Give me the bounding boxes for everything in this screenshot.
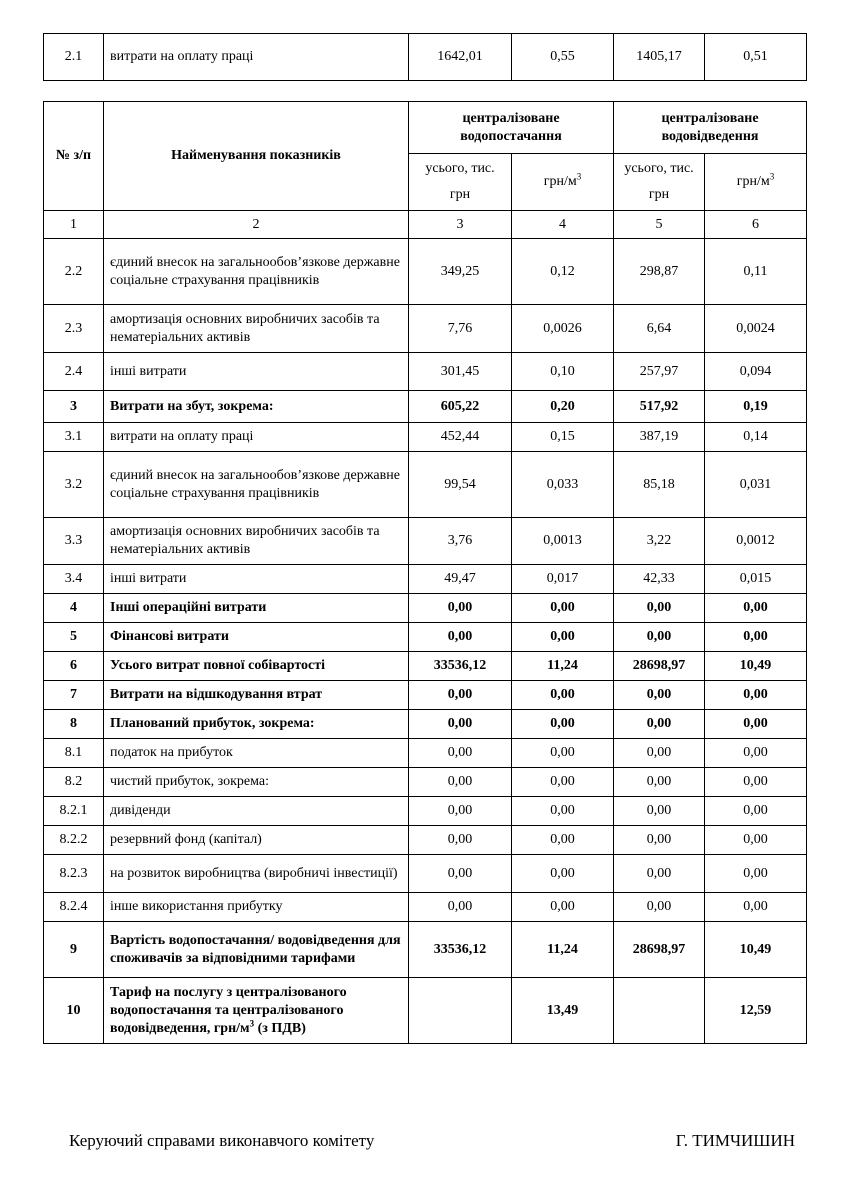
water-disposal-total: 0,00 [614,893,705,922]
water-disposal-total: 0,00 [614,855,705,893]
row-number: 2.4 [44,353,104,391]
row-name: резервний фонд (капітал) [104,826,409,855]
header-row [44,102,807,154]
row-name: Фінансові витрати [104,623,409,652]
water-supply-per-unit: 0,00 [512,855,614,893]
water-disposal-total: 28698,97 [614,652,705,681]
header-disposal-per-unit: грн/$м^3$ [705,154,807,211]
row-name: чистий прибуток, зокрема: [104,768,409,797]
row-number: 8 [44,710,104,739]
water-supply-per-unit: 0,10 [512,353,614,391]
water-disposal-total: 387,19 [614,423,705,452]
header-disposal-total: усього, тис. грн [614,154,705,211]
water-disposal-per-unit: 0,00 [705,681,807,710]
table-row [44,826,807,855]
table-row [44,239,807,305]
water-disposal-per-unit: 10,49 [705,922,807,978]
table-row [44,452,807,518]
row-name: єдиний внесок на загальнообов’язкове державне соціальне страхування працівників [104,452,409,518]
table-row [44,652,807,681]
row-number: 8.1 [44,739,104,768]
header-name: Найменування показників [104,102,409,211]
water-supply-per-unit: 0,20 [512,391,614,423]
water-supply-per-unit: 0,017 [512,565,614,594]
row-number: 8.2.4 [44,893,104,922]
row-number: 3 [44,391,104,423]
water-disposal-total: 298,87 [614,239,705,305]
row-number: 7 [44,681,104,710]
column-number: 4 [512,211,614,239]
water-supply-total: 3,76 [409,518,512,565]
water-disposal-per-unit: 0,015 [705,565,807,594]
water-disposal-per-unit: 12,59 [705,978,807,1044]
header-water-supply: централізоване водопостачання [409,102,614,154]
water-disposal-per-unit: 0,00 [705,826,807,855]
row-number: 8.2 [44,768,104,797]
water-supply-total: 7,76 [409,305,512,353]
water-disposal-per-unit: 0,0024 [705,305,807,353]
row-name: на розвиток виробництва (виробничі інвестиції) [104,855,409,893]
water-supply-per-unit: 11,24 [512,922,614,978]
water-supply-per-unit: 0,00 [512,623,614,652]
row-name: податок на прибуток [104,739,409,768]
table-row [44,423,807,452]
water-disposal-per-unit: 0,19 [705,391,807,423]
row-name: амортизація основних виробничих засобів та нематеріальних активів [104,518,409,565]
water-disposal-per-unit: 0,00 [705,855,807,893]
water-supply-total: 49,47 [409,565,512,594]
table-row [44,305,807,353]
water-supply-total: 99,54 [409,452,512,518]
row-number: 2.1 [44,34,104,81]
water-disposal-per-unit: 0,14 [705,423,807,452]
row-name: Усього витрат повної собівартості [104,652,409,681]
water-supply-per-unit: 0,00 [512,893,614,922]
water-disposal-total: 0,00 [614,826,705,855]
water-supply-total: 452,44 [409,423,512,452]
water-supply-total: 0,00 [409,826,512,855]
column-number: 1 [44,211,104,239]
water-supply-per-unit: 0,00 [512,797,614,826]
water-supply-total: 0,00 [409,710,512,739]
water-supply-total: 33536,12 [409,652,512,681]
row-number: 3.2 [44,452,104,518]
row-name: Тариф на послугу з централізованого водопостачання та централізованого водовідведення, грн/$м^3$ (з ПДВ) [104,978,409,1044]
water-supply-per-unit: 13,49 [512,978,614,1044]
water-supply-total: 0,00 [409,623,512,652]
continuation-table [43,33,807,81]
column-number: 3 [409,211,512,239]
water-disposal-total: 42,33 [614,565,705,594]
row-name: дивіденди [104,797,409,826]
water-supply-total: 1642,01 [409,34,512,81]
row-name: інші витрати [104,353,409,391]
water-supply-total: 301,45 [409,353,512,391]
water-disposal-per-unit: 0,00 [705,710,807,739]
table-row [44,739,807,768]
water-disposal-total: 85,18 [614,452,705,518]
water-disposal-total: 257,97 [614,353,705,391]
water-supply-total: 33536,12 [409,922,512,978]
water-disposal-total: 0,00 [614,623,705,652]
row-number: 8.2.2 [44,826,104,855]
row-name: витрати на оплату праці [104,34,409,81]
row-number: 8.2.1 [44,797,104,826]
table-row [44,594,807,623]
table-row [44,681,807,710]
water-disposal-total [614,978,705,1044]
header-number: № з/п [44,102,104,211]
signatory-position: Керуючий справами виконавчого комітету [69,1131,375,1150]
column-number: 5 [614,211,705,239]
row-number: 3.3 [44,518,104,565]
water-disposal-per-unit: 0,0012 [705,518,807,565]
row-number: 2.3 [44,305,104,353]
water-disposal-total: 28698,97 [614,922,705,978]
table-row [44,391,807,423]
water-supply-total: 0,00 [409,797,512,826]
column-number: 2 [104,211,409,239]
water-supply-total [409,978,512,1044]
water-disposal-per-unit: 0,00 [705,739,807,768]
row-number: 9 [44,922,104,978]
row-number: 6 [44,652,104,681]
table-row [44,797,807,826]
water-supply-total: 605,22 [409,391,512,423]
water-supply-total: 0,00 [409,893,512,922]
water-disposal-per-unit: 0,00 [705,893,807,922]
row-name: Витрати на збут, зокрема: [104,391,409,423]
water-supply-total: 0,00 [409,681,512,710]
header-water-disposal: централізоване водовідведення [614,102,807,154]
water-supply-total: 349,25 [409,239,512,305]
water-supply-per-unit: 0,00 [512,710,614,739]
water-disposal-per-unit: 0,00 [705,594,807,623]
water-supply-total: 0,00 [409,768,512,797]
row-name: інше використання прибутку [104,893,409,922]
water-disposal-total: 3,22 [614,518,705,565]
table-row [44,710,807,739]
water-supply-total: 0,00 [409,594,512,623]
water-disposal-per-unit: 0,11 [705,239,807,305]
table-row [44,922,807,978]
water-supply-per-unit: 0,0013 [512,518,614,565]
water-supply-per-unit: 0,55 [512,34,614,81]
row-number: 3.1 [44,423,104,452]
row-number: 2.2 [44,239,104,305]
table-row [44,353,807,391]
water-disposal-per-unit: 0,094 [705,353,807,391]
water-disposal-per-unit: 0,00 [705,623,807,652]
row-number: 3.4 [44,565,104,594]
water-supply-per-unit: 0,0026 [512,305,614,353]
row-number: 8.2.3 [44,855,104,893]
water-supply-total: 0,00 [409,855,512,893]
water-disposal-per-unit: 0,00 [705,768,807,797]
row-name: інші витрати [104,565,409,594]
row-name: амортизація основних виробничих засобів та нематеріальних активів [104,305,409,353]
table-row [44,565,807,594]
row-name: Інші операційні витрати [104,594,409,623]
water-supply-per-unit: 0,15 [512,423,614,452]
water-disposal-total: 0,00 [614,594,705,623]
row-name: Вартість водопостачання/ водовідведення для споживачів за відповідними тарифами [104,922,409,978]
water-supply-per-unit: 0,00 [512,768,614,797]
water-disposal-per-unit: 0,51 [705,34,807,81]
water-disposal-total: 517,92 [614,391,705,423]
table-row [44,518,807,565]
column-number-row [44,211,807,239]
water-disposal-total: 0,00 [614,768,705,797]
water-disposal-total: 0,00 [614,739,705,768]
water-supply-per-unit: 0,00 [512,681,614,710]
column-number: 6 [705,211,807,239]
table-row [44,768,807,797]
water-supply-per-unit: 0,00 [512,826,614,855]
water-disposal-total: 0,00 [614,681,705,710]
water-disposal-per-unit: 0,00 [705,797,807,826]
row-name: витрати на оплату праці [104,423,409,452]
header-supply-per-unit: грн/$м^3$ [512,154,614,211]
water-supply-per-unit: 0,00 [512,594,614,623]
water-supply-per-unit: 0,12 [512,239,614,305]
water-disposal-total: 1405,17 [614,34,705,81]
row-name: Планований прибуток, зокрема: [104,710,409,739]
header-supply-total: усього, тис. грн [409,154,512,211]
water-supply-per-unit: 0,00 [512,739,614,768]
row-name: Витрати на відшкодування втрат [104,681,409,710]
cost-structure-table [43,101,807,1044]
table-row [44,893,807,922]
row-number: 10 [44,978,104,1044]
signatory-name: Г. ТИМЧИШИН [675,1131,795,1150]
table-row [44,623,807,652]
table-row [44,34,807,81]
row-number: 4 [44,594,104,623]
water-disposal-per-unit: 0,031 [705,452,807,518]
table-row [44,978,807,1044]
water-supply-total: 0,00 [409,739,512,768]
row-name: єдиний внесок на загальнообов’язкове державне соціальне страхування працівників [104,239,409,305]
water-disposal-total: 0,00 [614,710,705,739]
row-number: 5 [44,623,104,652]
table-row [44,855,807,893]
water-supply-per-unit: 11,24 [512,652,614,681]
water-supply-per-unit: 0,033 [512,452,614,518]
water-disposal-per-unit: 10,49 [705,652,807,681]
water-disposal-total: 6,64 [614,305,705,353]
water-disposal-total: 0,00 [614,797,705,826]
